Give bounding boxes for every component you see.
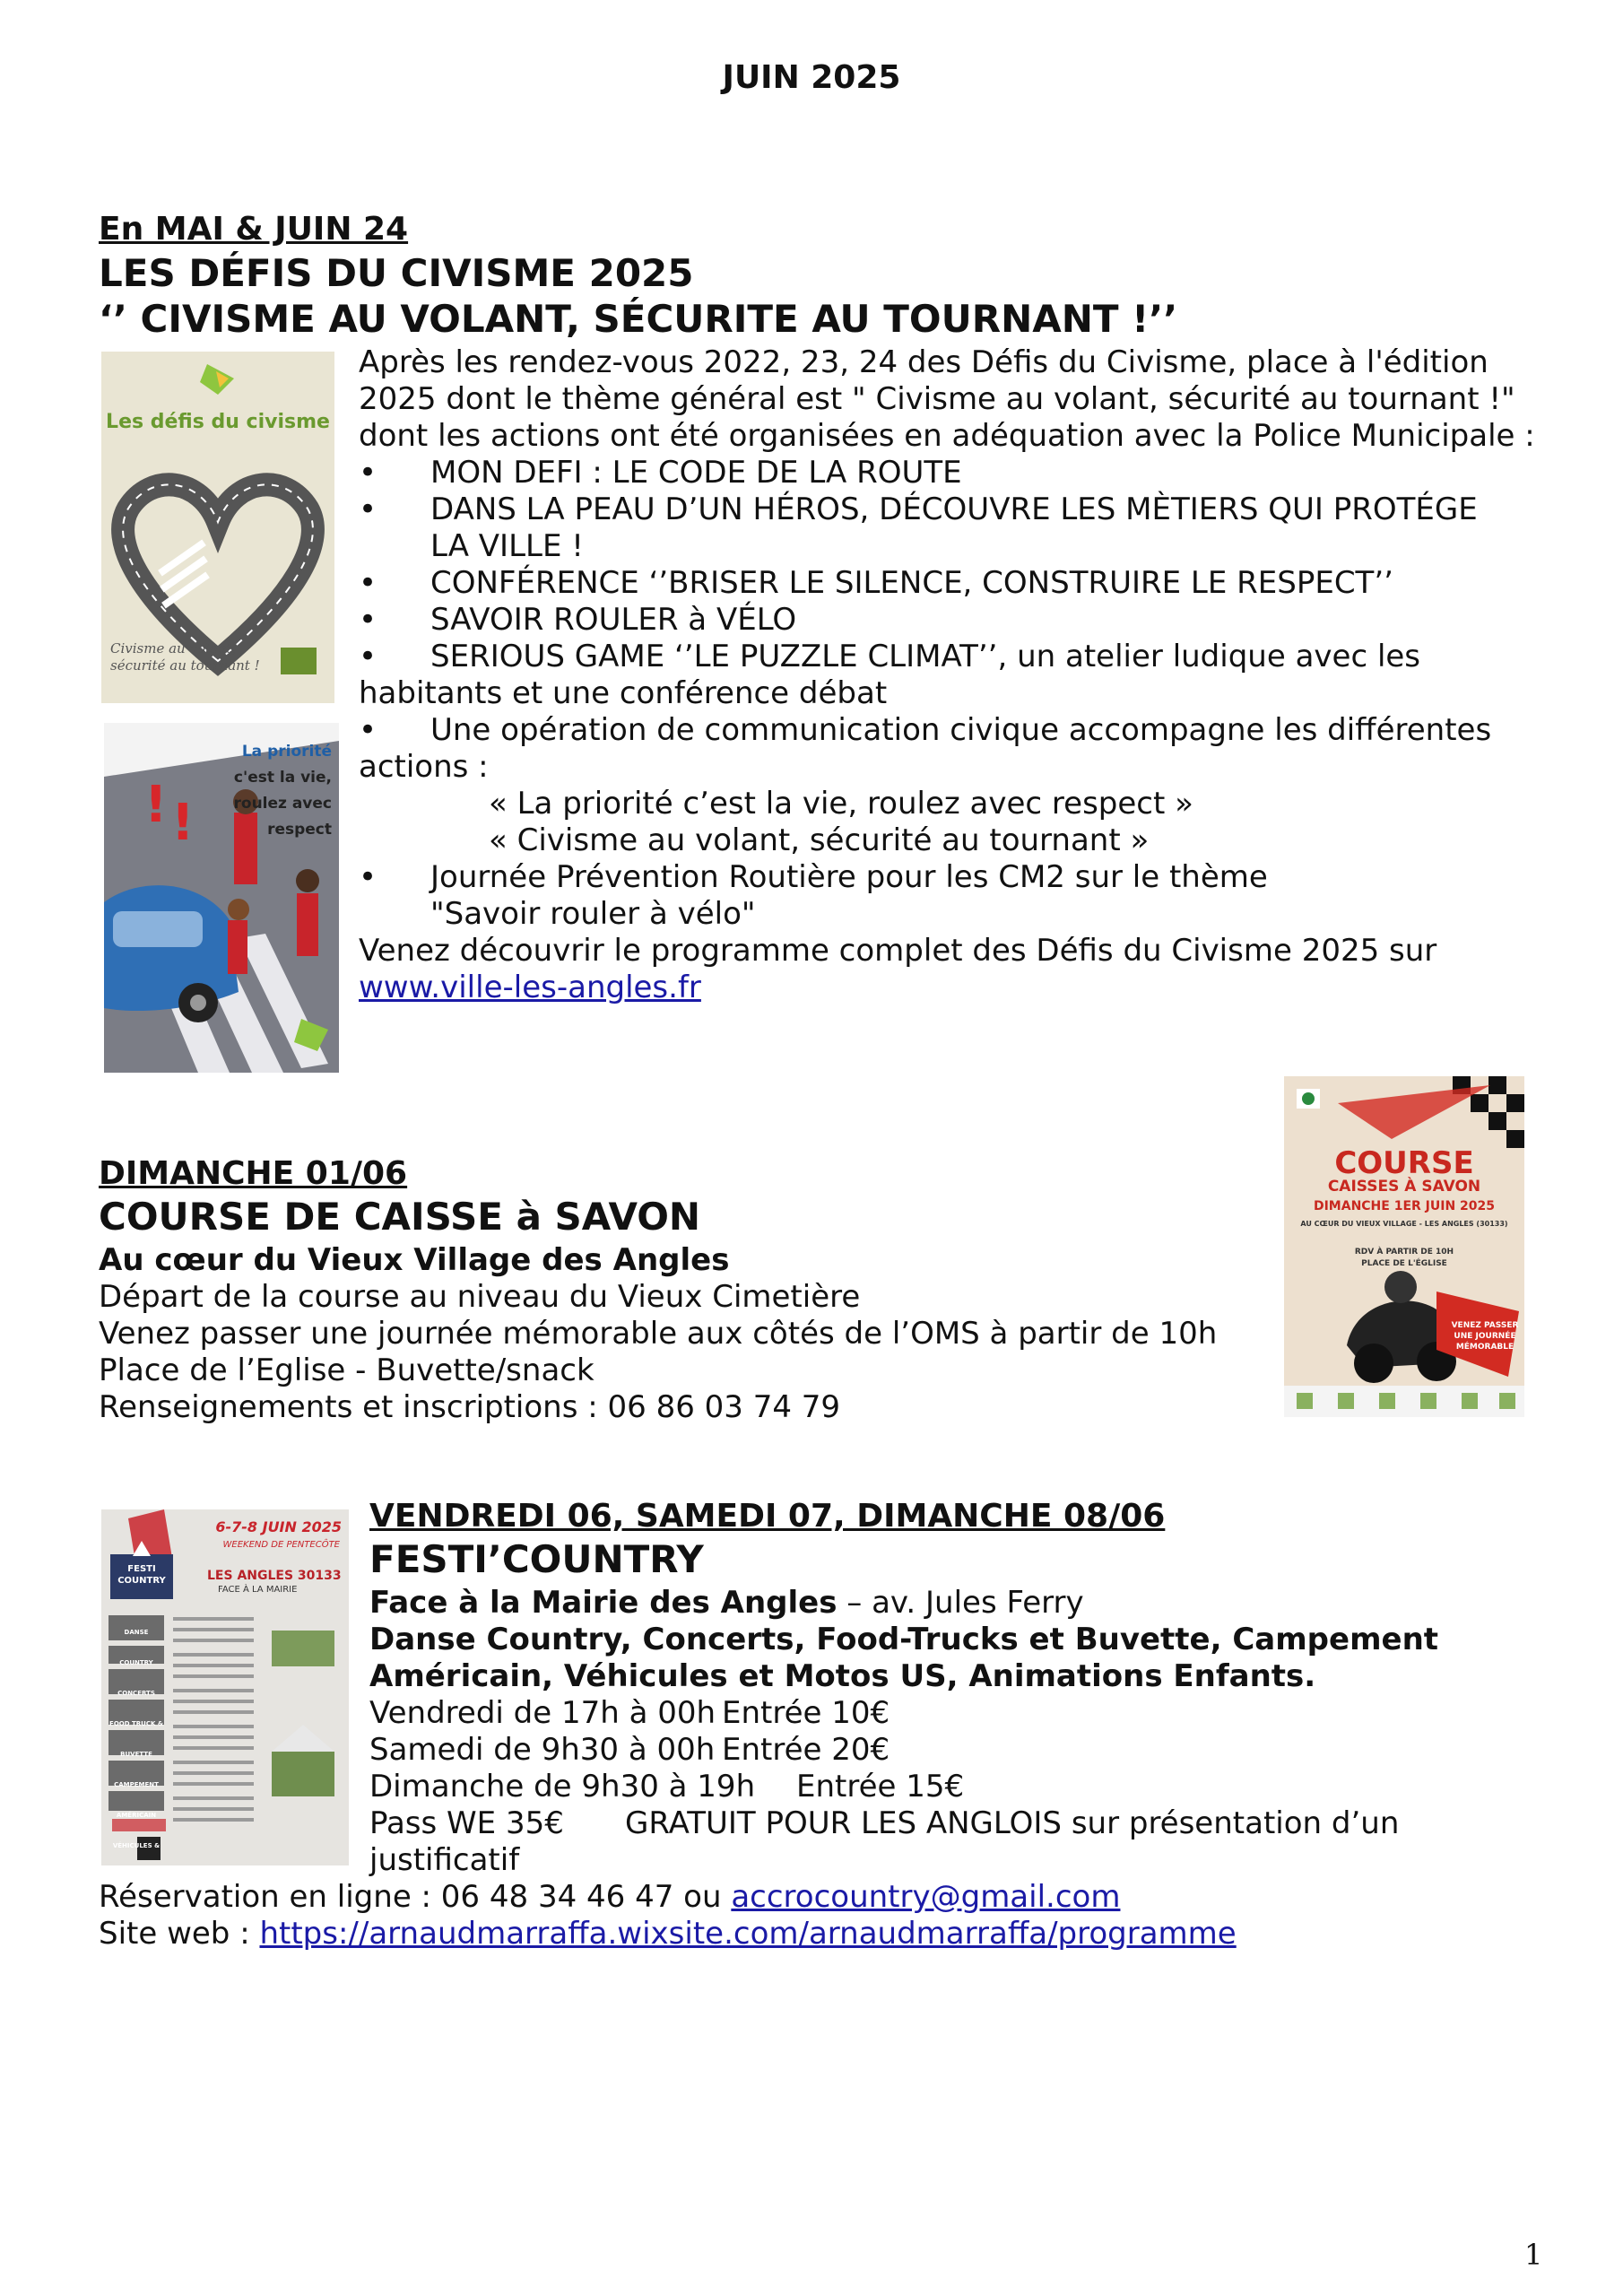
section2-line-3: Place de l’Eglise - Buvette/snack: [99, 1352, 595, 1388]
festi-poster-dates: 6-7-8 JUIN 2025: [215, 1518, 342, 1535]
section3-free-b: justificatif: [369, 1842, 520, 1878]
poster-course-date: DIMANCHE 1ER JUIN 2025: [1313, 1199, 1496, 1213]
section3-saturday-hours: Samedi de 9h30 à 00h: [369, 1732, 716, 1768]
section2-title: COURSE DE CAISSE à SAVON: [99, 1195, 701, 1239]
section3-site: [99, 1916, 1237, 1952]
section3-friday-price: Entrée 10€: [722, 1695, 890, 1731]
section1-bullet-6b: actions :: [359, 749, 489, 785]
civisme-poster-tagline-a: Civisme au volant,: [110, 640, 237, 657]
bullet-dot: •: [359, 491, 378, 527]
bullet-dot: •: [359, 859, 378, 895]
section1-intro-1: Après les rendez-vous 2022, 23, 24 des Défis du Civisme, place à l'édition: [359, 344, 1488, 380]
section1-intro-2: 2025 dont le thème général est " Civisme au volant, sécurité au tournant !": [359, 381, 1515, 417]
section3-friday-hours: Vendredi de 17h à 00h: [369, 1695, 716, 1731]
site-label: Site web :: [99, 1916, 260, 1952]
bullet-dot: •: [359, 565, 378, 601]
section1-bullet-7b: "Savoir rouler à vélo": [430, 896, 756, 932]
section3-activities-b: Américain, Véhicules et Motos US, Animations Enfants.: [369, 1658, 1316, 1694]
festi-poster-logo-a: FESTI: [127, 1564, 156, 1574]
section1-date: En MAI & JUIN 24: [99, 211, 409, 248]
civisme-poster: [101, 352, 334, 703]
section2-date: DIMANCHE 01/06: [99, 1155, 408, 1192]
poster-course-rdv: [1284, 1247, 1524, 1270]
caisse-savon-poster: [1284, 1076, 1524, 1417]
section1-quote-2: « Civisme au volant, sécurité au tournant »: [489, 822, 1150, 858]
poster-rdv-a: RDV À PARTIR DE 10H: [1354, 1248, 1454, 1257]
section1-bullet-4: SAVOIR ROULER à VÉLO: [430, 602, 797, 638]
section3-place-rest: – av. Jules Ferry: [837, 1585, 1084, 1621]
bullet-dot: •: [359, 639, 378, 674]
section3-sunday-price: Entrée 15€: [796, 1769, 965, 1805]
festi-country-poster: [101, 1509, 349, 1866]
section2-subtitle: Au cœur du Vieux Village des Angles: [99, 1242, 730, 1278]
priorite-poster-text: [234, 739, 333, 843]
section1-outro: Venez découvrir le programme complet des Défis du Civisme 2025 sur: [359, 933, 1437, 969]
priorite-poster: [104, 723, 339, 1073]
section3-saturday-price: Entrée 20€: [722, 1732, 890, 1768]
section2-line-4: Renseignements et inscriptions : 06 86 03 74 79: [99, 1389, 841, 1425]
festi-poster-item: CAMPEMENT AMÉRICAIN: [114, 1781, 159, 1819]
civisme-poster-tagline: [110, 640, 260, 674]
page-number: 1: [1524, 2238, 1543, 2272]
festi-poster-city: LES ANGLES 30133: [207, 1569, 342, 1583]
section1-quote-1: « La priorité c’est la vie, roulez avec respect »: [489, 786, 1193, 822]
svg-text:!: !: [144, 776, 168, 834]
program-website-link[interactable]: https://arnaudmarraffa.wixsite.com/arnaudmarraffa/programme: [259, 1916, 1237, 1952]
section3-date: VENDREDI 06, SAMEDI 07, DIMANCHE 08/06: [369, 1498, 1166, 1535]
section3-reservation: [99, 1879, 1120, 1916]
poster-badge-a: VENEZ PASSER: [1451, 1321, 1519, 1330]
priorite-line-b: c'est la vie,: [233, 769, 332, 787]
section1-subtitle: ‘’ CIVISME AU VOLANT, SÉCURITE AU TOURNANT !’’: [99, 297, 1178, 341]
priorite-line-d: respect: [267, 821, 332, 839]
poster-course-title: COURSE: [1334, 1145, 1474, 1181]
poster-badge-c: MÉMORABLE: [1455, 1343, 1515, 1352]
bullet-dot: •: [359, 712, 378, 748]
section1-intro-3: dont les actions ont été organisées en adéquation avec la Police Municipale :: [359, 418, 1535, 454]
section1-bullet-1: MON DEFI : LE CODE DE LA ROUTE: [430, 455, 962, 491]
section1-bullet-2a: DANS LA PEAU D’UN HÉROS, DÉCOUVRE LES MÈTIERS QUI PROTÉGE: [430, 491, 1478, 527]
civisme-poster-tagline-b: sécurité au tournant !: [110, 657, 260, 674]
section2-line-1: Départ de la course au niveau du Vieux Cimetière: [99, 1279, 861, 1315]
section1-bullet-5a: SERIOUS GAME ‘’LE PUZZLE CLIMAT’’, un atelier ludique avec les: [430, 639, 1421, 674]
poster-course-subtitle: CAISSES À SAVON: [1327, 1178, 1481, 1196]
section3-title: FESTI’COUNTRY: [369, 1537, 704, 1581]
festi-poster-item: DANSE COUNTRY: [119, 1629, 153, 1666]
festi-poster-logo-b: COUNTRY: [117, 1576, 166, 1586]
festi-poster-item: FOOD TRUCK & BUVETTE: [109, 1720, 163, 1758]
bullet-dot: •: [359, 455, 378, 491]
festi-poster-place: FACE À LA MAIRIE: [218, 1585, 298, 1595]
section1-bullet-3: CONFÉRENCE ‘’BRISER LE SILENCE, CONSTRUIRE LE RESPECT’’: [430, 565, 1393, 601]
civisme-poster-title: Les défis du civisme: [106, 411, 330, 433]
bullet-dot: •: [359, 602, 378, 638]
festi-poster-item: CONCERTS: [117, 1690, 155, 1697]
festi-poster-weekend: WEEKEND DE PENTECÔTE: [222, 1540, 340, 1550]
poster-course-badge: [1447, 1320, 1523, 1352]
section3-place-bold: Face à la Mairie des Angles: [369, 1585, 838, 1621]
priorite-line-a: La priorité: [241, 743, 332, 761]
section1-bullet-5b: habitants et une conférence débat: [359, 675, 888, 711]
festi-poster-item: VÉHICULES &: [112, 1842, 161, 1849]
section1-bullet-2b: LA VILLE !: [430, 528, 584, 564]
section3-activities-a: Danse Country, Concerts, Food-Trucks et Buvette, Campement: [369, 1622, 1439, 1657]
reservation-label: Réservation en ligne : 06 48 34 46 47 ou: [99, 1879, 732, 1915]
poster-rdv-b: PLACE DE L'ÉGLISE: [1361, 1259, 1447, 1268]
festi-poster-logo: [112, 1563, 171, 1587]
section3-free-a: GRATUIT POUR LES ANGLOIS sur présentation d’un: [625, 1805, 1400, 1841]
poster-course-place: AU CŒUR DU VIEUX VILLAGE - LES ANGLES (30133): [1300, 1220, 1508, 1228]
section1-bullet-7a: Journée Prévention Routière pour les CM2 sur le thème: [430, 859, 1268, 895]
section2-line-2: Venez passer une journée mémorable aux côtés de l’OMS à partir de 10h: [99, 1316, 1218, 1352]
section3-sunday-hours: Dimanche de 9h30 à 19h: [369, 1769, 756, 1805]
section1-bullet-6a: Une opération de communication civique accompagne les différentes: [430, 712, 1492, 748]
priorite-line-c: roulez avec: [233, 795, 332, 813]
reservation-email-link[interactable]: accrocountry@gmail.com: [731, 1879, 1121, 1915]
page-title: JUIN 2025: [722, 59, 901, 96]
svg-text:!: !: [171, 794, 195, 852]
section3-place: [369, 1585, 1084, 1622]
section1-title: LES DÉFIS DU CIVISME 2025: [99, 251, 694, 295]
poster-badge-b: UNE JOURNÉE: [1454, 1332, 1516, 1341]
section3-pass: Pass WE 35€: [369, 1805, 564, 1841]
festi-poster-items: [108, 1617, 164, 1866]
ville-website-link[interactable]: www.ville-les-angles.fr: [359, 970, 701, 1005]
